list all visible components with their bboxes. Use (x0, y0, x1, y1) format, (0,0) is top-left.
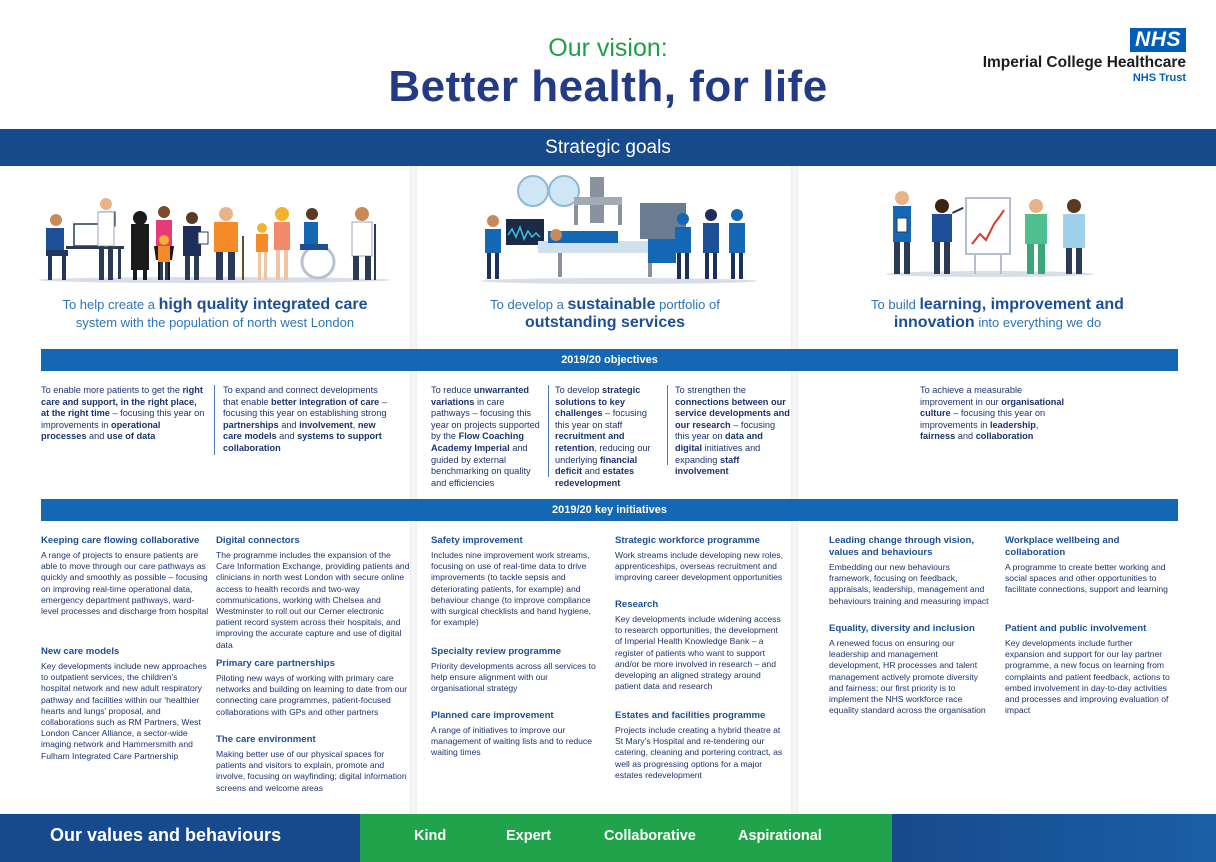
vision-label: Our vision: (548, 34, 668, 62)
objective-4-h: estates redevelopment (555, 466, 635, 488)
objective-6 (920, 385, 1072, 443)
objective-2-h: new care models (223, 419, 376, 442)
goal-2-emphasis-2: outstanding services (524, 314, 686, 331)
initiative-title: Leading change through vision, values and behaviours (829, 535, 974, 558)
initiative-title: New care models (41, 646, 120, 657)
goal-2-mid: portfolio of (655, 297, 720, 312)
objective-2-j: systems to support collaboration (223, 431, 382, 453)
goal-3-text (800, 296, 1195, 332)
objective-1-e: and (86, 431, 107, 442)
objective-3-e: and guided by external benchmarking on quality and efficiencies (431, 442, 531, 488)
values-band (360, 814, 892, 862)
objective-1-a: To enable more patients to get the (41, 385, 183, 395)
values-label: Our values and behaviours (0, 814, 360, 862)
objective-2-d: partnerships (223, 419, 279, 430)
objective-1-f: use of data (106, 431, 156, 442)
objective-2-i: and (276, 431, 298, 442)
objective-divider (214, 385, 215, 455)
value-expert: Expert (506, 828, 552, 844)
initiative-title: Digital connectors (216, 535, 300, 546)
initiative-body: Making better use of our physical spaces for patients and visitors to explain, promote and involve, focusing on wayfinding; digital information screens and welcome areas (216, 749, 407, 793)
nhs-logo (976, 28, 1186, 84)
objective-3 (431, 385, 543, 489)
objective-4-g: and (582, 466, 603, 477)
objective-2-e: and (278, 419, 300, 430)
objective-5-f: staff involvement (675, 454, 740, 477)
initiative-body: The programme includes the expansion of the Care Information Exchange, providing patients and clinicians in north west London with secure online access to health records and two-way communications, working with Chelsea and Westminster to roll out our Cerner electronic patient record system across their hospitals, and improving the accurate capture and use of digital data (216, 550, 410, 650)
objective-2-b: better integration of care (271, 396, 380, 407)
vision-title: Better health, for life (388, 62, 828, 111)
initiative-body: Work streams include developing new roles, apprenticeships, overseas recruitment and improving career development opportunities (615, 550, 783, 583)
initiative-body: Piloting new ways of working with primary care networks and building on learning to date from our connecting care programmes, patient-focused collaborations with GPs and other partners (216, 673, 408, 717)
objective-4-d: recruitment and retention (555, 431, 625, 453)
logo-trust: NHS Trust (1132, 72, 1186, 84)
goal-3-emphasis-2: innovation (893, 314, 975, 331)
objective-5-a: To strengthen the (675, 385, 746, 395)
objective-5 (675, 385, 790, 478)
strategic-goals-bar: Strategic goals (0, 129, 1216, 166)
goal-1-prefix: To help create a (62, 297, 159, 312)
goal-3-emphasis: learning, improvement and (919, 296, 1124, 313)
objective-divider (548, 385, 549, 477)
initiative-title: Equality, diversity and inclusion (829, 623, 975, 634)
initiative-title: Strategic workforce programme (615, 535, 761, 546)
objective-1 (41, 385, 206, 443)
objective-4 (555, 385, 661, 489)
goal-1-emphasis: high quality integrated care (158, 296, 368, 313)
goal-3-prefix: To build (871, 297, 920, 312)
goal-2-text (420, 296, 790, 332)
key-initiatives-bar: 2019/20 key initiatives (41, 499, 1178, 521)
column-divider (791, 166, 798, 814)
objective-3-a: To reduce (431, 385, 474, 395)
goal-2-prefix: To develop a (490, 297, 568, 312)
initiative-body: A renewed focus on ensuring our leadership and management development, HR processes and talent management actively promote diversity and fairness; our first priority is to implement the NHS workforce race equality standard across the organisation (829, 638, 986, 716)
objective-4-c: – focusing this year on staff (555, 408, 647, 430)
objective-2-c: – focusing this year on establishing strong (223, 396, 387, 419)
objective-6-g: and (955, 431, 976, 442)
initiative-body: Key developments include widening access to research opportunities, the development of Imperial Health Knowledge Bank – a register of patients who want to support and/or be more involved in research – and developing an aligned strategy around patient data and research (615, 614, 781, 692)
initiative-body: Includes nine improvement work streams, focusing on use of real-time data to drive improvements (to tackle sepsis and deteriorating patients, for example) and behaviour change (to improve compliance with surgical checklists and hand hygiene, for example) (431, 550, 592, 628)
objective-3-b: unwarranted variations (431, 385, 530, 407)
objective-2-a: To expand and connect developments that enable (223, 385, 378, 407)
initiative-body: A programme to create better working and social spaces and other opportunities to facilitate connections, support and learning (1005, 562, 1168, 595)
people-illustration-icon (36, 192, 392, 284)
goal-1-rest: system with the population of north west London (75, 315, 355, 330)
goal-2-emphasis: sustainable (567, 296, 656, 313)
objective-6-d: leadership (989, 419, 1036, 430)
initiative-body: Key developments include new approaches to outpatient services, the children’s hospital network and new adult respiratory pathway and facilities within our ‘healthier hearts and lungs’ proposal, and collaborations such as RM Partners, West London Cancer Alliance, a sector-wide imaging network and Hammersmith and Fulham Integrated Care Partnership (41, 661, 207, 761)
objective-divider (667, 385, 668, 465)
objective-1-b: right care and support, in the right place, at the right time (41, 385, 203, 419)
value-kind: Kind (414, 828, 447, 844)
learning-presentation-illustration-icon (884, 188, 1096, 278)
goal-3-rest: into everything we do (974, 315, 1102, 330)
initiative-title: Patient and public involvement (1005, 623, 1147, 634)
objective-5-c: – focusing this year on (675, 419, 776, 442)
header (0, 0, 1216, 128)
objective-4-f: financial deficit (555, 454, 638, 477)
initiative-title: Workplace wellbeing and collaboration (1005, 535, 1120, 558)
values-footer (0, 814, 1216, 862)
objective-6-f: fairness (920, 431, 956, 442)
nhs-badge: NHS (1130, 28, 1186, 52)
initiative-title: Planned care improvement (431, 710, 554, 721)
objective-6-a: To achieve a measurable improvement in our (920, 385, 1023, 407)
initiative-title: Research (615, 599, 659, 610)
logo-name: Imperial College Healthcare (982, 54, 1186, 71)
objective-2-f: involvement (299, 419, 353, 430)
objective-5-e: initiatives and expanding (675, 442, 761, 465)
value-collaborative: Collaborative (604, 828, 696, 844)
objectives-bar: 2019/20 objectives (41, 349, 1178, 371)
initiative-body: Embedding our new behaviours framework, focusing on feedback, appraisals, leadership, management and behaviours training and measuring impact (829, 562, 989, 606)
initiative-title: Safety improvement (431, 535, 523, 546)
objective-5-d: data and digital (675, 431, 763, 453)
column-divider (410, 166, 417, 814)
initiative-body: A range of initiatives to improve our management of waiting lists and to reduce waiting times (431, 725, 592, 758)
initiative-body: Key developments include further expansion and support for our lay partner programme, a new focus on learning from complaints and patient feedback, actions to embed involvement in day-to-day activities and processes and improving evaluation of impact (1005, 638, 1170, 716)
initiative-body: Priority developments across all services to help ensure alignment with our organisational strategy (431, 661, 596, 694)
initiative-title: Keeping care flowing collaborative (41, 535, 200, 546)
footer-gradient (892, 814, 1216, 862)
objective-4-b: strategic solutions to key challenges (555, 385, 641, 419)
objective-5-b: connections between our service developments and our research (675, 396, 790, 430)
objective-1-d: operational processes (41, 419, 161, 442)
objective-6-h: collaboration (975, 431, 1034, 442)
objective-1-c: – focusing this year on improvements in (41, 408, 205, 430)
initiative-title: Estates and facilities programme (615, 710, 766, 721)
initiative-body: A range of projects to ensure patients are able to move through our care pathways as quickly and smoothly as possible – focusing on improving real-time operational data, emergency department pathways, ward-level processes and discharge from hospital (41, 550, 209, 617)
initiative-title: Specialty review programme (431, 646, 562, 657)
objective-3-d: Flow Coaching Academy Imperial (431, 431, 524, 453)
objective-4-a: To develop (555, 385, 602, 395)
goal-1-text (40, 296, 390, 332)
objective-6-e: , (1035, 419, 1039, 430)
initiative-body: Projects include creating a hybrid theatre at St Mary’s Hospital and re-tendering our catering, cleaning and portering contract, as well as progressing options for a major estates redevelopment (615, 725, 783, 780)
initiative-title: The care environment (216, 734, 316, 745)
objective-6-b: organisational culture (920, 396, 1064, 419)
value-aspirational: Aspirational (738, 828, 822, 844)
operating-theatre-illustration-icon (478, 175, 760, 285)
objective-2-g: , (352, 419, 358, 430)
initiative-title: Primary care partnerships (216, 658, 335, 669)
objective-4-e: , reducing our underlying (555, 442, 651, 465)
objective-6-c: – focusing this year on improvements in (920, 408, 1046, 430)
objective-2 (223, 385, 389, 455)
objective-3-c: in care pathways – focusing this year on projects supported by the (431, 396, 540, 442)
